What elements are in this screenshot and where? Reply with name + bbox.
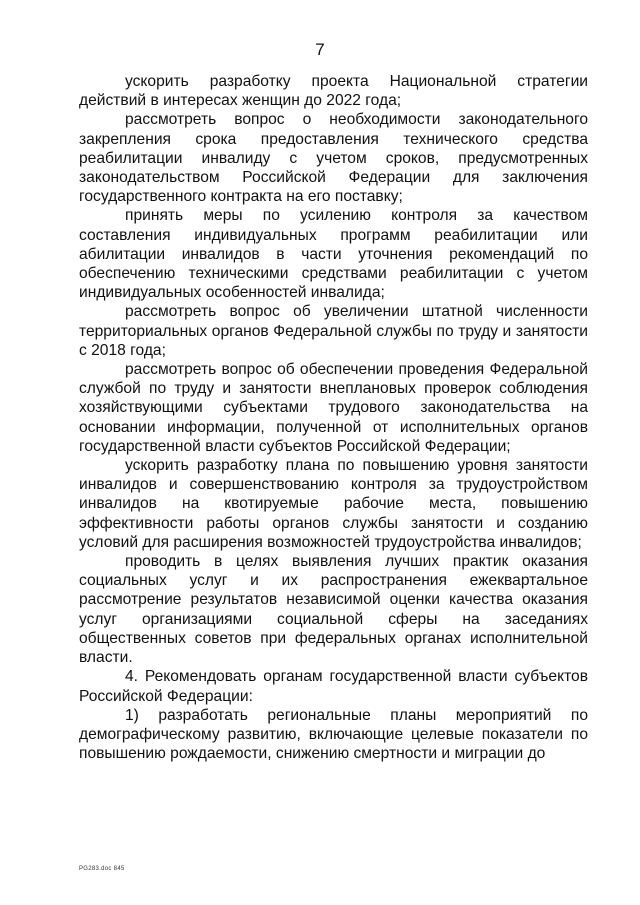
- page-number: 7: [315, 40, 325, 59]
- paragraph: ускорить разработку плана по повышению уровня занятости инвалидов и совершенствованию контроля за трудоустройством инвалидов на квотируемые рабочие места, повышению эффективности работы органов службы занятости и созданию условий для расширения возможностей трудоустройства инвалидов;: [79, 457, 588, 551]
- paragraph: проводить в целях выявления лучших практик оказания социальных услуг и их распространения ежеквартальное рассмотрение результатов независимой оценки качества оказания услуг организациями социальной сферы на заседаниях общественных советов при федеральных органах исполнительной власти.: [79, 553, 588, 667]
- paragraph: принять меры по усилению контроля за качеством составления индивидуальных программ реабилитации или абилитации инвалидов в части уточнения рекомендаций по обеспечению техническими средствами реабилитации с учетом индивидуальных особенностей инвалида;: [79, 207, 588, 302]
- document-body: [79, 72, 588, 763]
- paragraph: рассмотреть вопрос об увеличении штатной численности территориальных органов Федеральной службы по труду и занятости с 2018 года;: [79, 303, 588, 359]
- paragraph: рассмотреть вопрос об обеспечении проведения Федеральной службой по труду и занятости внеплановых проверок соблюдения хозяйствующими субъектами трудового законодательства на основании информации, полученной от исполнительных органов государственной власти субъектов Российской Федерации;: [79, 361, 588, 455]
- paragraph: 4. Рекомендовать органам государственной власти субъектов Российской Федерации:: [79, 668, 588, 705]
- paragraph: ускорить разработку проекта Национальной стратегии действий в интересах женщин до 2022 года;: [79, 73, 588, 110]
- footer-doc-code: PG283.doc 845: [79, 866, 125, 872]
- paragraph: 1) разработать региональные планы мероприятий по демографическому развитию, включающие целевые показатели по повышению рождаемости, снижению смертности и миграции до: [79, 706, 588, 763]
- paragraph: рассмотреть вопрос о необходимости законодательного закрепления срока предоставления технического средства реабилитации инвалиду с учетом сроков, предусмотренных законодательством Российской Федерации для заключения государственного контракта на его поставку;: [79, 111, 588, 206]
